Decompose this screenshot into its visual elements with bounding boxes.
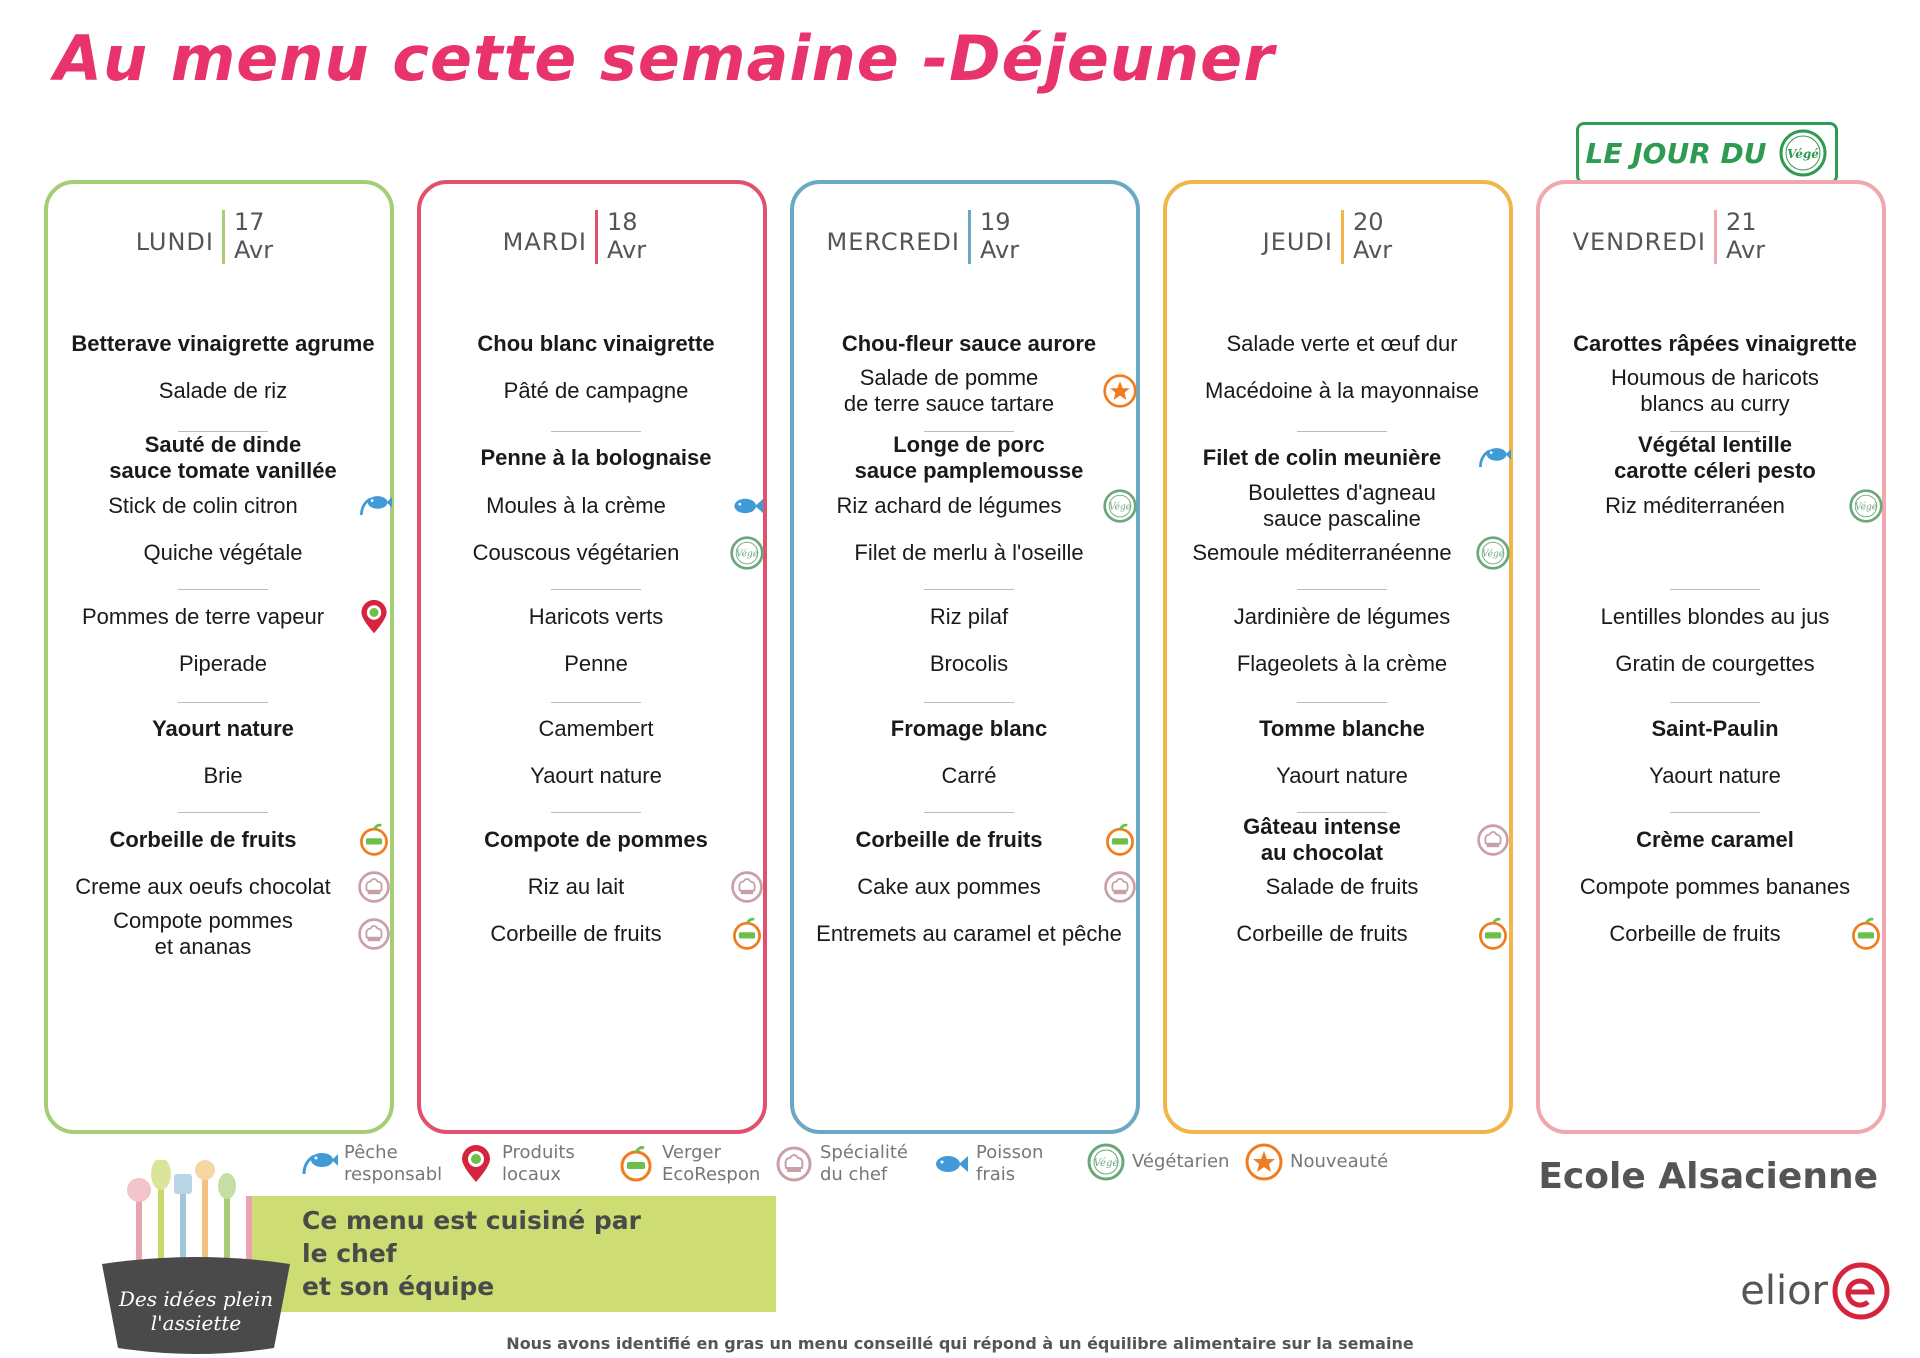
day-column-lundi (44, 180, 394, 1134)
day-month: Avr (234, 236, 274, 264)
menu-item: Chou-fleur sauce aurore (841, 331, 1097, 356)
menu-item: Fromage blanc (890, 716, 1048, 741)
course-divider (1297, 812, 1387, 813)
seal-text: Végé (1787, 147, 1820, 161)
course-divider (551, 812, 641, 813)
menu-item: Entremets au caramel et pêche (816, 921, 1122, 946)
local-products-icon (456, 1144, 496, 1184)
legend-label: Verger EcoRespon (662, 1142, 761, 1185)
footer-note: Nous avons identifié en gras un menu conseillé qui répond à un équilibre alimentaire sur la semaine (506, 1334, 1414, 1353)
course-divider (924, 702, 1014, 703)
menu-item: Jardinière de légumes (1233, 604, 1451, 629)
menu-item: Saint-Paulin (1651, 716, 1779, 741)
menu-item: Creme aux oeufs chocolat (75, 874, 331, 899)
menu-item: Haricots verts (528, 604, 664, 629)
day-separator (595, 210, 598, 264)
menu-item: Flageolets à la crème (1236, 651, 1448, 676)
course-divider (178, 431, 268, 432)
menu-item: Gratin de courgettes (1615, 651, 1815, 676)
illustration-line-2: l'assiette (150, 1311, 242, 1335)
menu-item: Houmous de haricots blancs au curry (1611, 365, 1819, 416)
chef-banner (250, 1196, 776, 1312)
legend-label: Végétarien (1132, 1151, 1230, 1172)
fresh-fish-icon (729, 488, 765, 524)
menu-item: Penne (564, 651, 628, 676)
responsible-fishing-icon (1475, 440, 1511, 476)
menu-item: Lentilles blondes au jus (1600, 604, 1830, 629)
day-month: Avr (1353, 236, 1393, 264)
responsible-fishing-icon (356, 488, 392, 524)
chef-special-icon (1102, 869, 1138, 905)
menu-item: Brie (203, 763, 243, 788)
vegetarian-icon (1475, 535, 1511, 571)
chef-special-icon (729, 869, 765, 905)
legend-item-local-products (456, 1142, 575, 1186)
course-divider (551, 431, 641, 432)
eco-orchard-icon (1848, 916, 1884, 952)
menu-item: Salade verte et œuf dur (1226, 331, 1458, 356)
menu-item: Crème caramel (1636, 827, 1794, 852)
course-divider (178, 812, 268, 813)
menu-item: Tomme blanche (1259, 716, 1425, 741)
menu-item: Salade de fruits (1265, 874, 1419, 899)
svg-text:Végé: Végé (1093, 1158, 1119, 1169)
vegetarian-seal-icon (1778, 128, 1828, 178)
legend-item-chef-special (774, 1142, 908, 1186)
day-separator (222, 210, 225, 264)
legend-label: Spécialité du chef (820, 1142, 908, 1185)
eco-orchard-icon (1475, 916, 1511, 952)
menu-item: Brocolis (929, 651, 1009, 676)
course-divider (1670, 812, 1760, 813)
course-divider (178, 589, 268, 590)
menu-item: Pommes de terre vapeur (81, 604, 325, 629)
day-number: 18 (607, 208, 638, 236)
course-divider (178, 702, 268, 703)
day-separator (1714, 210, 1717, 264)
menu-item: Boulettes d'agneau sauce pascaline (1248, 480, 1436, 531)
day-separator (968, 210, 971, 264)
day-month: Avr (607, 236, 647, 264)
legend-item-eco-orchard (616, 1142, 760, 1186)
legend-item-new-item (1244, 1142, 1388, 1182)
course-divider (924, 812, 1014, 813)
svg-text:Végé: Végé (1854, 502, 1878, 513)
eco-orchard-icon (616, 1144, 656, 1184)
day-name: LUNDI (135, 228, 214, 256)
course-divider (551, 702, 641, 703)
vegetarian-icon (1102, 488, 1138, 524)
menu-item: Compote de pommes (484, 827, 708, 852)
course-divider (551, 589, 641, 590)
menu-item: Riz pilaf (929, 604, 1009, 629)
eco-orchard-icon (356, 822, 392, 858)
legend-label: Pêche responsabl (344, 1142, 443, 1185)
elior-logo (1740, 1262, 1890, 1320)
day-column-mardi (417, 180, 767, 1134)
menu-item: Filet de merlu à l'oseille (854, 540, 1084, 565)
day-name: JEUDI (1262, 228, 1333, 256)
menu-item: Riz au lait (527, 874, 625, 899)
illustration-line-1: Des idées plein (118, 1287, 274, 1311)
chef-banner-text: Ce menu est cuisiné par le chef et son équipe (302, 1206, 641, 1301)
svg-text:Végé: Végé (735, 549, 759, 560)
menu-item: Piperade (178, 651, 268, 676)
menu-item: Betterave vinaigrette agrume (71, 331, 375, 356)
menu-item: Quiche végétale (143, 540, 303, 565)
menu-item: Macédoine à la mayonnaise (1205, 378, 1479, 403)
menu-item: Couscous végétarien (472, 540, 680, 565)
fresh-fish-icon (930, 1144, 970, 1184)
menu-item: Riz achard de légumes (836, 493, 1062, 518)
menu-item: Penne à la bolognaise (480, 445, 712, 470)
day-name: MARDI (502, 228, 587, 256)
menu-item: Filet de colin meunière (1202, 445, 1442, 470)
course-divider (1670, 431, 1760, 432)
kitchen-utensils-illustration (96, 1160, 296, 1356)
menu-item: Yaourt nature (152, 716, 294, 741)
responsible-fishing-icon (298, 1144, 338, 1184)
day-month: Avr (980, 236, 1020, 264)
menu-item: Yaourt nature (530, 763, 662, 788)
eco-orchard-icon (729, 916, 765, 952)
legend-item-vegetarian (1086, 1142, 1229, 1182)
brand-name: elior (1740, 1268, 1828, 1314)
menu-item: Yaourt nature (1649, 763, 1781, 788)
menu-item: Pâté de campagne (503, 378, 689, 403)
day-header (421, 196, 763, 264)
day-header (1167, 196, 1509, 264)
menu-item: Semoule méditerranéenne (1192, 540, 1452, 565)
legend-label: Poisson frais (976, 1142, 1044, 1185)
day-separator (1341, 210, 1344, 264)
vegetarian-icon (1086, 1142, 1126, 1182)
day-number: 21 (1726, 208, 1757, 236)
course-divider (1670, 702, 1760, 703)
menu-item: Compote pommes et ananas (113, 908, 293, 959)
day-column-vendredi (1536, 180, 1886, 1134)
menu-item (1540, 529, 1890, 577)
menu-item: Sauté de dinde sauce tomate vanillée (109, 432, 337, 483)
vegetarian-icon (729, 535, 765, 571)
menu-item: Chou blanc vinaigrette (477, 331, 715, 356)
new-item-icon (1102, 373, 1138, 409)
new-item-icon (1244, 1142, 1284, 1182)
vege-day-label: LE JOUR DU (1585, 136, 1767, 170)
menu-item: Carré (941, 763, 997, 788)
menu-item: Camembert (538, 716, 654, 741)
school-name: Ecole Alsacienne (1538, 1156, 1878, 1197)
menu-item: Salade de pomme de terre sauce tartare (843, 365, 1055, 416)
svg-text:Végé: Végé (1481, 549, 1505, 560)
chef-special-icon (774, 1144, 814, 1184)
menu-item: Gâteau intense au chocolat (1243, 814, 1401, 865)
day-header (48, 196, 390, 264)
menu-item: Corbeille de fruits (490, 921, 662, 946)
menu-item: Carottes râpées vinaigrette (1573, 331, 1857, 356)
day-number: 20 (1353, 208, 1384, 236)
course-divider (1297, 431, 1387, 432)
day-name: VENDREDI (1572, 228, 1706, 256)
course-divider (1297, 702, 1387, 703)
menu-item: Végétal lentille carotte céleri pesto (1614, 432, 1816, 483)
course-divider (1670, 589, 1760, 590)
menu-item: Riz méditerranéen (1605, 493, 1785, 518)
menu-item: Cake aux pommes (857, 874, 1041, 899)
legend-item-fresh-fish (930, 1142, 1043, 1186)
legend-label: Nouveauté (1290, 1151, 1389, 1172)
menu-item: Salade de riz (158, 378, 288, 403)
legend-label: Produits locaux (502, 1142, 575, 1185)
svg-text:Végé: Végé (1108, 502, 1132, 513)
day-number: 17 (234, 208, 265, 236)
menu-item: Corbeille de fruits (1236, 921, 1408, 946)
local-products-icon (356, 599, 392, 635)
menu-item: Corbeille de fruits (855, 827, 1043, 852)
course-divider (1297, 589, 1387, 590)
day-header (1540, 196, 1882, 264)
day-name: MERCREDI (826, 228, 960, 256)
vegetarian-icon (1848, 488, 1884, 524)
day-number: 19 (980, 208, 1011, 236)
menu-item: Yaourt nature (1276, 763, 1408, 788)
menu-item: Compote pommes bananes (1579, 874, 1851, 899)
menu-item: Stick de colin citron (108, 493, 298, 518)
day-month: Avr (1726, 236, 1766, 264)
day-header (794, 196, 1136, 264)
course-divider (924, 431, 1014, 432)
course-divider (924, 589, 1014, 590)
elior-e-icon (1832, 1262, 1890, 1320)
menu-item: Moules à la crème (486, 493, 666, 518)
menu-item: Corbeille de fruits (109, 827, 297, 852)
eco-orchard-icon (1102, 822, 1138, 858)
day-column-mercredi (790, 180, 1140, 1134)
menu-item: Corbeille de fruits (1609, 921, 1781, 946)
chef-special-icon (1475, 822, 1511, 858)
chef-special-icon (356, 916, 392, 952)
legend-item-responsible-fishing (298, 1142, 442, 1186)
chef-special-icon (356, 869, 392, 905)
day-column-jeudi (1163, 180, 1513, 1134)
vege-day-badge (1576, 122, 1838, 184)
menu-item: Longe de porc sauce pamplemousse (854, 432, 1084, 483)
page-title: Au menu cette semaine -Déjeuner (54, 22, 1275, 95)
